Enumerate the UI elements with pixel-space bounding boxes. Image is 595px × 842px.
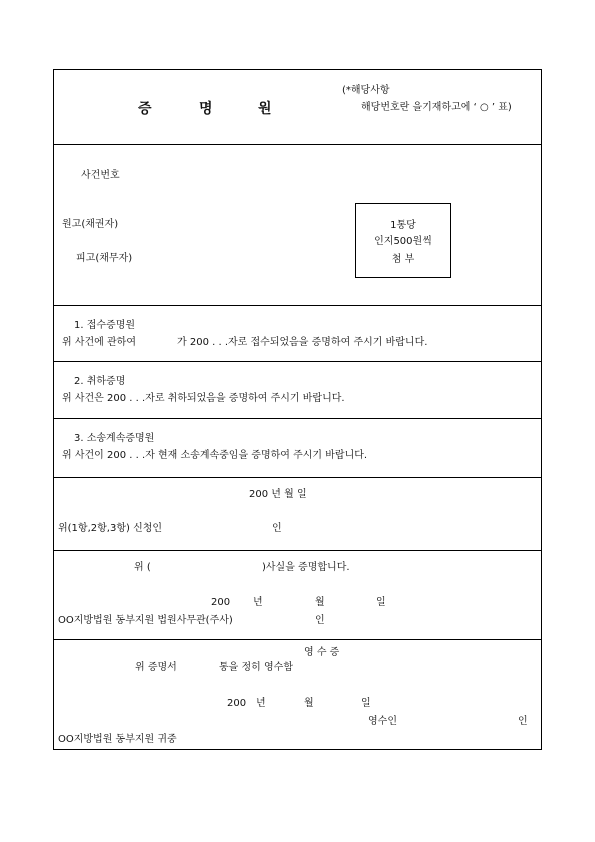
item1-body-b: 가 200 . . .자로 접수되었음을 증명하여 주시기 바랍니다. bbox=[177, 337, 428, 348]
stamp-note-line3: 첨 부 bbox=[391, 254, 415, 265]
title-char-2: 명 bbox=[199, 101, 213, 117]
item1-heading: 1. 접수증명원 bbox=[74, 320, 136, 331]
application-section bbox=[54, 478, 541, 551]
certification-issuer: OO지방법원 동부지원 법원사무관(주사) bbox=[58, 615, 233, 626]
plaintiff-label: 원고(채권자) bbox=[62, 219, 119, 230]
receiver-seal: 인 bbox=[518, 716, 528, 727]
header-section bbox=[54, 70, 541, 145]
certification-seal: 인 bbox=[315, 615, 325, 626]
instruction-note-line2: 해당번호란 을기재하고에 ‘ ○ ’ 표) bbox=[361, 102, 512, 113]
parties-section bbox=[54, 145, 541, 306]
certification-statement-b: )사실을 증명합니다. bbox=[262, 562, 350, 573]
item1-body-a: 위 사건에 관하여 bbox=[62, 337, 136, 348]
item2-section bbox=[54, 362, 541, 419]
item2-body: 위 사건은 200 . . .자로 취하되었음을 증명하여 주시기 바랍니다. bbox=[62, 393, 345, 404]
certificate-form bbox=[53, 69, 542, 750]
receipt-line-b: 통을 정히 영수함 bbox=[219, 662, 293, 673]
applicant-label: 위(1항,2항,3항) 신청인 bbox=[58, 523, 163, 534]
applicant-seal: 인 bbox=[272, 523, 282, 534]
certification-date-day: 일 bbox=[376, 597, 386, 608]
certification-section bbox=[54, 551, 541, 640]
receipt-date-year-unit: 년 bbox=[256, 698, 266, 709]
certification-statement-a: 위 ( bbox=[134, 562, 151, 573]
instruction-note-line1: (*해당사항 bbox=[342, 85, 390, 96]
item2-heading: 2. 취하증명 bbox=[74, 376, 126, 387]
receipt-date-month: 월 bbox=[304, 698, 314, 709]
title-char-1: 증 bbox=[138, 101, 152, 117]
case-number-label: 사건번호 bbox=[81, 170, 120, 181]
receipt-section bbox=[54, 640, 541, 751]
stamp-note-line1: 1통당 bbox=[390, 220, 416, 231]
receipt-date-year: 200 bbox=[227, 698, 247, 709]
item1-section bbox=[54, 306, 541, 362]
item3-heading: 3. 소송계속증명원 bbox=[74, 433, 155, 444]
revenue-stamp-box bbox=[355, 203, 451, 278]
receiver-label: 영수인 bbox=[368, 716, 397, 727]
certification-date-month: 월 bbox=[315, 597, 325, 608]
certification-date-year: 200 bbox=[211, 597, 231, 608]
defendant-label: 피고(채무자) bbox=[76, 253, 133, 264]
application-date: 200 년 월 일 bbox=[249, 489, 307, 500]
receipt-court: OO지방법원 동부지원 귀중 bbox=[58, 734, 177, 745]
item3-section bbox=[54, 419, 541, 478]
stamp-note-line2: 인지500원씩 bbox=[374, 236, 432, 247]
receipt-title: 영 수 증 bbox=[304, 647, 340, 658]
receipt-date-day: 일 bbox=[361, 698, 371, 709]
receipt-line-a: 위 증명서 bbox=[135, 662, 177, 673]
item3-body: 위 사건이 200 . . .자 현재 소송계속중임을 증명하여 주시기 바랍니다. bbox=[62, 450, 368, 461]
certification-date-year-unit: 년 bbox=[253, 597, 263, 608]
title-char-3: 원 bbox=[258, 101, 272, 117]
